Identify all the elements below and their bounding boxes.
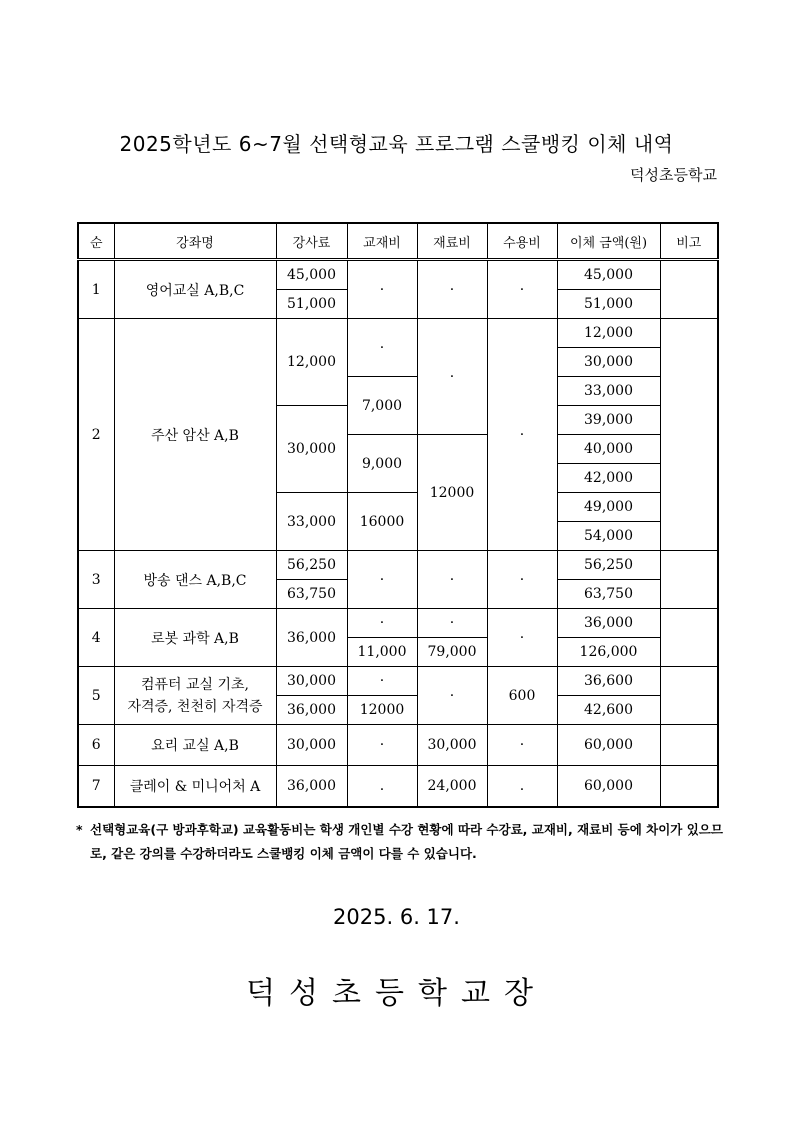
instructor-fee: 30,000 <box>276 667 347 696</box>
table-row <box>78 725 718 766</box>
footnote <box>76 818 726 866</box>
material-fee: · <box>417 551 487 609</box>
book-fee: · <box>347 260 417 319</box>
supply-fee: · <box>487 551 557 609</box>
header-book-fee: 교재비 <box>347 223 417 260</box>
principal-signature: 덕성초등학교장 <box>246 976 547 1011</box>
book-fee: 7,000 <box>347 377 417 435</box>
transfer-amount: 60,000 <box>557 725 660 766</box>
row-number: 7 <box>78 766 114 808</box>
header-transfer-amount: 이체 금액(원) <box>557 223 660 260</box>
table-row <box>78 609 718 638</box>
instructor-fee: 36,000 <box>276 609 347 667</box>
remarks <box>660 551 718 609</box>
transfer-amount: 49,000 <box>557 493 660 522</box>
remarks <box>660 319 718 551</box>
row-number: 4 <box>78 609 114 667</box>
course-name: 방송 댄스 A,B,C <box>114 551 276 609</box>
header-row <box>78 223 718 260</box>
instructor-fee: 30,000 <box>276 406 347 493</box>
material-fee: 79,000 <box>417 638 487 667</box>
header-supply-fee: 수용비 <box>487 223 557 260</box>
supply-fee: · <box>487 319 557 551</box>
instructor-fee: 51,000 <box>276 290 347 319</box>
header-instructor-fee: 강사료 <box>276 223 347 260</box>
table-row <box>78 667 718 696</box>
book-fee: 16000 <box>347 493 417 551</box>
remarks <box>660 766 718 808</box>
instructor-fee: 45,000 <box>276 260 347 290</box>
book-fee: · <box>347 725 417 766</box>
book-fee: . <box>347 766 417 808</box>
table-row <box>78 766 718 808</box>
supply-fee: · <box>487 260 557 319</box>
transfer-amount: 126,000 <box>557 638 660 667</box>
transfer-amount: 39,000 <box>557 406 660 435</box>
course-name: 주산 암산 A,B <box>114 319 276 551</box>
material-fee: 30,000 <box>417 725 487 766</box>
transfer-amount: 12,000 <box>557 319 660 348</box>
instructor-fee: 63,750 <box>276 580 347 609</box>
row-number: 5 <box>78 667 114 725</box>
instructor-fee: 36,000 <box>276 696 347 725</box>
book-fee: 9,000 <box>347 435 417 493</box>
supply-fee: 600 <box>487 667 557 725</box>
table-row <box>78 319 718 348</box>
material-fee: · <box>417 667 487 725</box>
book-fee: · <box>347 609 417 638</box>
book-fee: · <box>347 319 417 377</box>
supply-fee: · <box>487 725 557 766</box>
instructor-fee: 30,000 <box>276 725 347 766</box>
issue-date: 2025. 6. 17. <box>333 905 460 929</box>
transfer-amount: 30,000 <box>557 348 660 377</box>
material-fee: · <box>417 260 487 319</box>
instructor-fee: 36,000 <box>276 766 347 808</box>
row-number: 6 <box>78 725 114 766</box>
row-number: 3 <box>78 551 114 609</box>
supply-fee: . <box>487 766 557 808</box>
transfer-amount: 54,000 <box>557 522 660 551</box>
material-fee: 24,000 <box>417 766 487 808</box>
material-fee: 12000 <box>417 435 487 551</box>
transfer-amount: 36,600 <box>557 667 660 696</box>
footnote-asterisk: * <box>76 822 83 837</box>
course-name <box>114 667 276 725</box>
header-remarks: 비고 <box>660 223 718 260</box>
course-name: 영어교실 A,B,C <box>114 260 276 319</box>
row-number: 2 <box>78 319 114 551</box>
instructor-fee: 12,000 <box>276 319 347 406</box>
table-row <box>78 551 718 580</box>
course-name: 로봇 과학 A,B <box>114 609 276 667</box>
transfer-amount: 51,000 <box>557 290 660 319</box>
header-no: 순 <box>78 223 114 260</box>
course-name: 클레이 & 미니어처 A <box>114 766 276 808</box>
table-row <box>78 260 718 290</box>
course-name-line-1: 컴퓨터 교실 기초, <box>140 676 250 693</box>
material-fee: · <box>417 319 487 435</box>
course-name-line-2: 자격증, 천천히 자격증 <box>127 698 263 715</box>
header-material-fee: 재료비 <box>417 223 487 260</box>
transfer-amount: 33,000 <box>557 377 660 406</box>
remarks <box>660 725 718 766</box>
supply-fee: · <box>487 609 557 667</box>
document-title: 2025학년도 6~7월 선택형교육 프로그램 스쿨뱅킹 이체 내역 <box>119 132 674 156</box>
remarks <box>660 609 718 667</box>
transfer-amount: 45,000 <box>557 260 660 290</box>
course-name: 요리 교실 A,B <box>114 725 276 766</box>
material-fee: · <box>417 609 487 638</box>
book-fee: · <box>347 551 417 609</box>
footnote-text: 선택형교육(구 방과후학교) 교육활동비는 학생 개인별 수강 현황에 따라 수강료, 교재비, 재료비 등에 차이가 있으므로, 같은 강의를 수강하더라도 스쿨뱅킹 이체 금액이 다를 수 있습니다. <box>90 822 723 861</box>
transfer-amount: 42,600 <box>557 696 660 725</box>
transfer-amount: 40,000 <box>557 435 660 464</box>
book-fee: 11,000 <box>347 638 417 667</box>
remarks <box>660 667 718 725</box>
transfer-amount: 60,000 <box>557 766 660 808</box>
transfer-amount: 56,250 <box>557 551 660 580</box>
header-course: 강좌명 <box>114 223 276 260</box>
instructor-fee: 56,250 <box>276 551 347 580</box>
book-fee: · <box>347 667 417 696</box>
transfer-amount: 63,750 <box>557 580 660 609</box>
school-name: 덕성초등학교 <box>630 166 717 184</box>
transfer-amount: 42,000 <box>557 464 660 493</box>
instructor-fee: 33,000 <box>276 493 347 551</box>
transfer-table <box>77 222 719 808</box>
transfer-amount: 36,000 <box>557 609 660 638</box>
row-number: 1 <box>78 260 114 319</box>
book-fee: 12000 <box>347 696 417 725</box>
remarks <box>660 260 718 319</box>
